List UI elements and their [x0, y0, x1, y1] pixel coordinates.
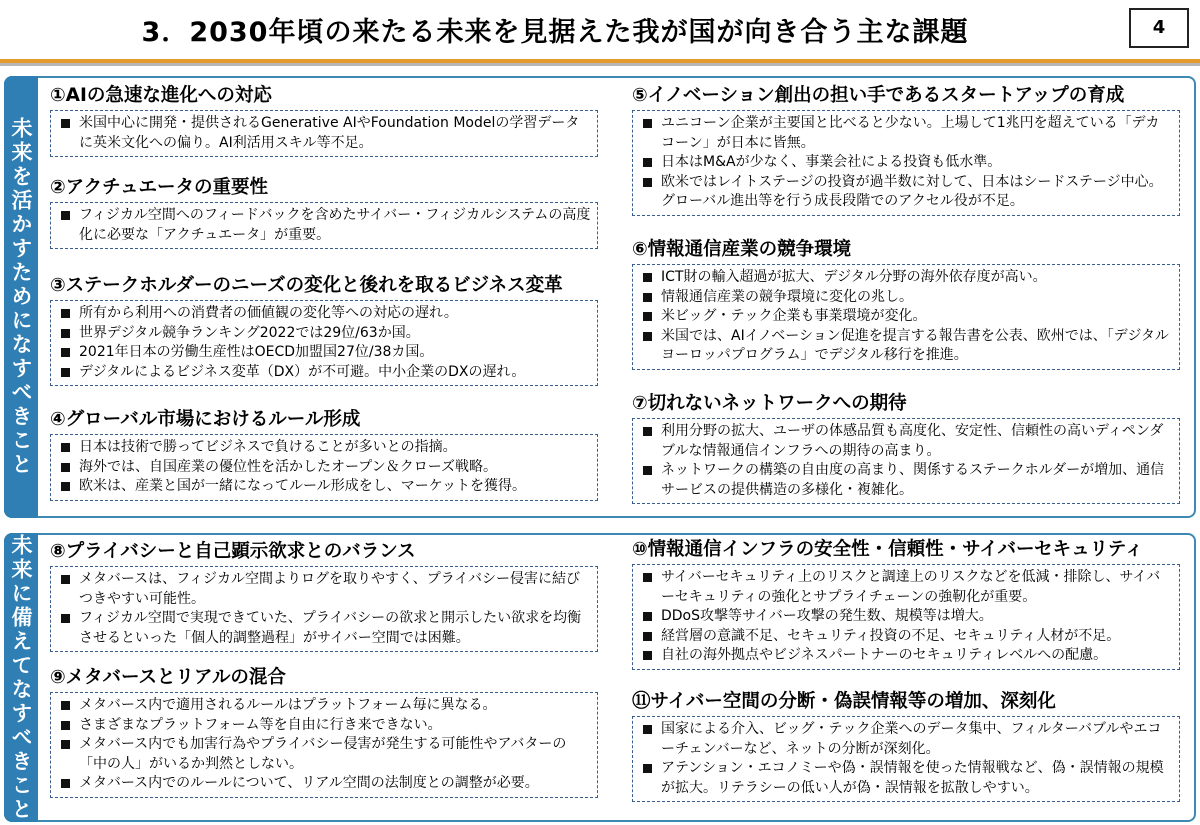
issue-item: 情報通信産業の競争環境に変化の兆し。 [641, 288, 1173, 308]
issue-startups [632, 84, 1180, 216]
issue-box [50, 110, 598, 157]
issue-box [632, 716, 1180, 802]
issue-stakeholder-needs [50, 274, 598, 386]
issue-box [50, 566, 598, 652]
issue-network [632, 392, 1180, 504]
issue-item: フィジカル空間で実現できていた、プライバシーの欲求と開示したい欲求を均衡させるといった「個人的調整過程」がサイバー空間では困難。 [59, 609, 591, 648]
issue-heading: ①AIの急速な進化への対応 [50, 85, 272, 106]
issue-item: ネットワークの構築の自由度の高まり、関係するステークホルダーが増加、通信サービスの提供構造の多様化・複雑化。 [641, 461, 1173, 500]
issue-privacy-balance [50, 540, 598, 652]
issue-item: 欧米は、産業と国が一緒になってルール形成をし、マーケットを獲得。 [59, 477, 591, 497]
issue-item: メタバース内でも加害行為やプライバシー侵害が発生する可能性やアバターの「中の人」がいるか判然としない。 [59, 735, 591, 774]
issue-heading: ④グローバル市場におけるルール形成 [50, 409, 361, 430]
issue-item: アテンション・エコノミーや偽・誤情報を使った情報戦など、偽・誤情報の規模が拡大。リテラシーの低い人が偽・誤情報を拡散しやすい。 [641, 759, 1173, 798]
issue-item: サイバーセキュリティ上のリスクと調達上のリスクなどを低減・排除し、サイバーセキュリティの強化とサプライチェーンの強靭化が重要。 [641, 568, 1173, 607]
issue-item: メタバース内で適用されるルールはプラットフォーム毎に異なる。 [59, 696, 591, 716]
issue-heading: ⑤イノベーション創出の担い手であるスタートアップの育成 [632, 85, 1125, 106]
issue-item: 米国中心に開発・提供されるGenerative AIやFoundation Modelの学習データに英米文化への偏り。AI利活用スキル等不足。 [59, 114, 591, 153]
issue-item: 国家による介入、ビッグ・テック企業へのデータ集中、フィルターバブルやエコーチェンバーなど、ネットの分断が深刻化。 [641, 720, 1173, 759]
issue-heading: ⑧プライバシーと自己顕示欲求とのバランス [50, 541, 416, 562]
issue-item: 所有から利用への消費者の価値観の変化等への対応の遅れ。 [59, 304, 591, 324]
issue-item: ユニコーン企業が主要国と比べると少ない。上場して1兆円を超えている「デカコーン」が日本に皆無。 [641, 114, 1173, 153]
issue-item: さまざまなプラットフォーム等を自由に行き来できない。 [59, 716, 591, 736]
header-rule-gray [0, 63, 1200, 66]
issue-heading: ⑨メタバースとリアルの混合 [50, 667, 286, 688]
issue-item: メタバースは、フィジカル空間よりログを取りやすく、プライバシー侵害に結びつきやすい可能性。 [59, 570, 591, 609]
issue-item: フィジカル空間へのフィードバックを含めたサイバー・フィジカルシステムの高度化に必要な「アクチュエータ」が重要。 [59, 206, 591, 245]
issue-heading: ②アクチュエータの重要性 [50, 177, 269, 198]
issue-item: 自社の海外拠点やビジネスパートナーのセキュリティレベルへの配慮。 [641, 646, 1173, 666]
issue-item: 利用分野の拡大、ユーザの体感品質も高度化、安定性、信頼性の高いディペンダブルな情報通信インフラへの期待の高まり。 [641, 422, 1173, 461]
issue-item: ICT財の輸入超過が拡大、デジタル分野の海外依存度が高い。 [641, 268, 1173, 288]
issue-box [50, 692, 598, 798]
issue-box [632, 418, 1180, 504]
issue-item: 日本は技術で勝ってビジネスで負けることが多いとの指摘。 [59, 438, 591, 458]
issue-box [50, 202, 598, 249]
issue-item: DDoS攻撃等サイバー攻撃の発生数、規模等は増大。 [641, 607, 1173, 627]
issue-item: デジタルによるビジネス変革（DX）が不可避。中小企業のDXの遅れ。 [59, 363, 591, 383]
issue-infra-security [632, 538, 1180, 670]
issue-item: 海外では、自国産業の優位性を活かしたオープン＆クローズ戦略。 [59, 458, 591, 478]
issue-ict-competition [632, 238, 1180, 370]
issue-box [632, 264, 1180, 370]
issue-item: 米国では、AIイノベーション促進を提言する報告書を公表、欧州では、「デジタルヨーロッパプログラム」でデジタル移行を推進。 [641, 327, 1173, 366]
issue-global-rules [50, 408, 598, 501]
issue-item: 欧米ではレイトステージの投資が過半数に対して、日本はシードステージ中心。グローバル進出等を行う成長段階でのアクセル役が不足。 [641, 173, 1173, 212]
page-title: 3．2030年頃の来たる未来を見据えた我が国が向き合う主な課題 [141, 17, 969, 48]
issue-heading: ⑪サイバー空間の分断・偽誤情報等の増加、深刻化 [632, 691, 1056, 712]
issue-item: 経営層の意識不足、セキュリティ投資の不足、セキュリティ人材が不足。 [641, 627, 1173, 647]
issue-item: 2021年日本の労働生産性はOECD加盟国27位/38カ国。 [59, 343, 591, 363]
page-number: 4 [1129, 8, 1189, 48]
issue-ai-evolution [50, 84, 598, 157]
issue-metaverse-real [50, 666, 598, 798]
issue-item: メタバース内でのルールについて、リアル空間の法制度との調整が必要。 [59, 774, 591, 794]
issue-actuator [50, 176, 598, 249]
issue-box [632, 110, 1180, 216]
section-label: 未来に備えてなすべきこと [4, 533, 38, 822]
issue-box [632, 564, 1180, 670]
issue-heading: ⑦切れないネットワークへの期待 [632, 393, 907, 414]
issue-item: 米ビッグ・テック企業も事業環境が変化。 [641, 307, 1173, 327]
issue-heading: ③ステークホルダーのニーズの変化と後れを取るビジネス変革 [50, 275, 563, 296]
issue-item: 日本はM&Aが少なく、事業会社による投資も低水準。 [641, 153, 1173, 173]
issue-box [50, 434, 598, 501]
issue-cyber-fragmentation [632, 690, 1180, 802]
issue-item: 世界デジタル競争ランキング2022では29位/63か国。 [59, 324, 591, 344]
issue-heading: ⑥情報通信産業の競争環境 [632, 239, 852, 260]
issue-box [50, 300, 598, 386]
issue-heading: ⑩情報通信インフラの安全性・信頼性・サイバーセキュリティ [632, 539, 1144, 560]
section-label: 未来を活かすためになすべきこと [4, 76, 38, 518]
page-header [0, 0, 1200, 62]
